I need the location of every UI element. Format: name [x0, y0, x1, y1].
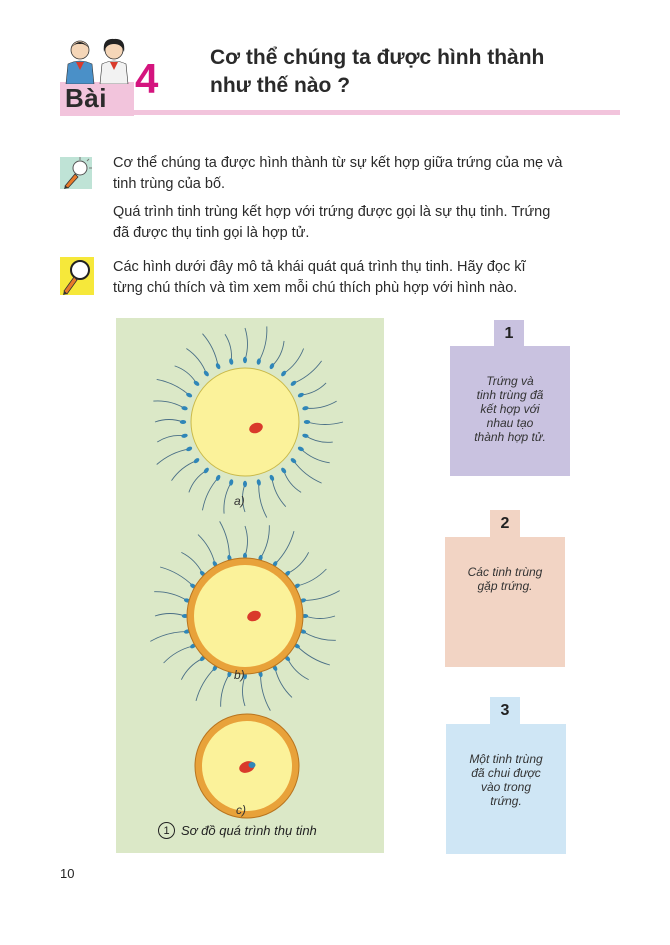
sperm-a-11-tail [293, 361, 321, 383]
sperm-b-17-tail [261, 674, 271, 711]
sperm-b-8-tail [275, 531, 294, 564]
sperm-a-7-tail [245, 328, 248, 360]
lesson-label: Bài [65, 83, 107, 113]
sperm-a-8-tail [259, 326, 267, 361]
activity-line1: Các hình dưới đây mô tả khái quát quá trình thụ tinh. Hãy đọc kĩ [113, 259, 526, 275]
sperm-b-1-tail [154, 592, 187, 601]
sperm-b-7-tail [261, 525, 270, 558]
fertilization-diagram [116, 318, 384, 853]
sperm-b-15-tail [287, 658, 308, 679]
sperm-a-3-head [193, 380, 200, 387]
card-1-line2: tinh trùng đã [476, 388, 544, 402]
card-3-line2: đã chui được [471, 766, 541, 780]
sperm-a-5-tail [202, 334, 218, 366]
sperm-b-4-tail [198, 535, 215, 564]
sperm-b-16-tail [275, 668, 292, 697]
figure-label-c: c) [236, 803, 246, 817]
sperm-a-7-head [243, 357, 247, 363]
sperm-a-18-head [280, 467, 287, 474]
sperm-a-24-tail [189, 470, 206, 492]
sperm-a-6-tail [225, 334, 232, 361]
sperm-b-22-tail [164, 646, 193, 663]
intro-paragraph-1 [113, 153, 613, 195]
sperm-a-9-tail [272, 341, 284, 366]
card-1-line3: kết hợp với [480, 402, 540, 416]
sperm-b-5-tail [220, 521, 230, 558]
sperm-b-9-tail [287, 552, 308, 573]
sperm-a-21-head [243, 481, 247, 487]
sperm-a-4-head [203, 370, 210, 377]
sperm-a-10-tail [284, 349, 304, 374]
card-3-line3: vào trong [480, 780, 532, 794]
magnifier-pencil-icon [60, 257, 94, 295]
lesson-number: 4 [135, 55, 159, 102]
sperm-a-18-tail [284, 470, 301, 492]
sperm-a-27-tail [157, 435, 184, 442]
sperm-b-3-tail [181, 552, 202, 573]
sperm-b-12-tail [305, 616, 335, 619]
egg-b [194, 565, 296, 667]
sperm-a-11-head [290, 380, 297, 387]
activity-instructions [113, 257, 613, 299]
sperm-a-15-tail [305, 436, 332, 443]
sperm-b-2-tail [160, 567, 193, 586]
card-1-line5: thành hợp tử. [474, 430, 546, 444]
sperm-b-0-tail [155, 614, 185, 617]
sperm-a-12-head [297, 392, 305, 398]
sperm-a-3-tail [175, 366, 197, 383]
intro-p1-line1: Cơ thể chúng ta được hình thành từ sự kết hợp giữa trứng của mẹ và [113, 155, 563, 171]
sperm-nucleus-c [249, 762, 256, 768]
sperm-a-26-head [185, 446, 193, 452]
card-2 [445, 537, 565, 667]
card-2-line2: gặp trứng. [477, 579, 533, 593]
sperm-a-6-head [229, 358, 234, 365]
sperm-a-16-tail [301, 449, 330, 463]
header-rule [60, 110, 620, 115]
card-1-line1: Trứng và [486, 374, 534, 388]
sperm-a-0-head [180, 420, 186, 424]
sperm-b-23-tail [150, 632, 187, 642]
sperm-a-17-tail [293, 461, 321, 483]
sperm-b-21-tail [181, 658, 202, 679]
sperm-b-19-tail [221, 674, 230, 707]
sperm-a-19-tail [272, 478, 286, 507]
sperm-a-26-tail [157, 449, 189, 465]
sperm-a-14-tail [307, 422, 343, 425]
card-1 [450, 346, 570, 476]
sperm-a-4-tail [186, 349, 206, 374]
sperm-a-13-tail [305, 401, 336, 408]
card-3-line1: Một tinh trùng [469, 752, 543, 766]
card-1-line4: nhau tạo [486, 416, 534, 430]
sperm-a-23-tail [202, 478, 218, 510]
sperm-a-13-head [302, 406, 309, 411]
children-illustration-icon [58, 36, 138, 84]
sperm-a-14-head [304, 420, 310, 424]
sperm-a-19-head [269, 474, 275, 482]
card-3 [446, 724, 566, 854]
card-2-number: 2 [490, 510, 520, 538]
sperm-b-11-tail [303, 591, 340, 601]
sperm-a-8-head [256, 358, 261, 365]
sperm-a-24-head [203, 467, 210, 474]
sperm-b-6-tail [245, 526, 248, 556]
sperm-a-27-head [181, 433, 188, 438]
title-line-2: như thế nào ? [210, 74, 351, 97]
sperm-a-20-head [256, 479, 261, 486]
intro-p2-line1: Quá trình tinh trùng kết hợp với trứng được gọi là sự thụ tinh. Trứng [113, 204, 551, 220]
sperm-a-20-tail [259, 482, 267, 517]
sperm-a-25-tail [172, 461, 197, 481]
figure-label-b: b) [234, 668, 245, 682]
sperm-a-22-tail [224, 482, 231, 513]
egg-a [191, 368, 299, 476]
card-3-line4: trứng. [490, 794, 522, 808]
intro-paragraph-2 [113, 202, 613, 244]
figure-caption [158, 822, 317, 839]
sperm-a-25-head [193, 457, 200, 464]
caption-text: Sơ đồ quá trình thụ tinh [181, 823, 317, 838]
sperm-a-10-head [280, 370, 287, 377]
sperm-b-10-tail [297, 569, 326, 586]
figure-label-a: a) [234, 494, 245, 508]
sperm-b-20-tail [196, 668, 215, 701]
page-number: 10 [60, 866, 75, 881]
sperm-a-1-tail [153, 401, 184, 408]
card-3-number: 3 [490, 697, 520, 725]
lightbulb-pencil-icon [60, 157, 92, 189]
card-2-line1: Các tinh trùng [467, 565, 543, 579]
caption-number: 1 [158, 822, 175, 839]
card-1-number: 1 [494, 320, 524, 348]
lesson-title [210, 44, 630, 100]
sperm-b-13-tail [303, 632, 336, 641]
activity-line2: từng chú thích và tìm xem mỗi chú thích phù hợp với hình nào. [113, 280, 518, 296]
sperm-a-0-tail [155, 420, 183, 423]
intro-p2-line2: đã được thụ tinh gọi là hợp tử. [113, 225, 310, 241]
title-line-1: Cơ thể chúng ta được hình thành [210, 46, 545, 69]
sperm-b-14-tail [297, 646, 330, 665]
sperm-a-2-tail [157, 379, 189, 395]
intro-p1-line2: tinh trùng của bố. [113, 176, 226, 192]
fertilization-diagram-panel [116, 318, 384, 853]
sperm-a-17-head [290, 457, 297, 464]
sperm-a-12-tail [301, 383, 326, 395]
sperm-a-5-head [215, 362, 221, 370]
